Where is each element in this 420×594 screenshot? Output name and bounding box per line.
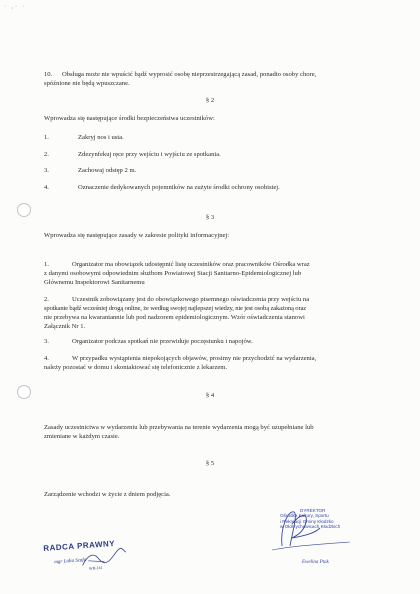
s2-item-3-number: 3. bbox=[44, 167, 49, 174]
s3-para-1-line-3: Głównemu Inspektorowi Sanitarnemu bbox=[44, 279, 145, 286]
scan-corner-mark: · ,· · bbox=[4, 4, 27, 10]
s3-para-2-line-1: Uczestnik zobowiązany jest do obowiązkowego pisemnego oświadczenia przy wejściu na bbox=[72, 296, 310, 303]
s3-para-2-line-2: spotkanie bądź wcześniej drogą online, że według swojej najlepszej wiedzy, nie jest osobą zakażoną oraz bbox=[44, 305, 307, 312]
section-5-heading: § 5 bbox=[205, 460, 215, 467]
director-stamp-line-4: w Ołdrzychowicach Kłodzkich bbox=[280, 524, 341, 530]
s3-para-4-line-1: W przypadku wystąpienia niepokojących objawów, prosimy nie przychodzić na wydarzenia, bbox=[72, 355, 317, 362]
section-3-heading: § 3 bbox=[205, 214, 215, 221]
s2-item-1-number: 1. bbox=[44, 134, 49, 141]
section-3-intro: Wprowadza się następujące zasady w zakresie polityki informacyjnej: bbox=[44, 232, 230, 239]
section-2-intro: Wprowadza się następujące środki bezpieczeństwa uczestników: bbox=[44, 115, 215, 122]
legal-counsel-stamp bbox=[43, 538, 129, 576]
punch-hole-top bbox=[17, 203, 31, 217]
director-stamp-line-2: Ośrodka Kultury, Sportu bbox=[280, 513, 329, 519]
s4-line-2: zmieniane w każdym czasie. bbox=[44, 433, 120, 440]
s3-para-3-text: Organizator podczas spotkań nie przewiduje poczęstunku i napojów. bbox=[72, 338, 253, 345]
section-4-heading: § 4 bbox=[205, 392, 215, 399]
s3-para-4-number: 4. bbox=[44, 355, 49, 362]
s2-item-1-text: Zakryj nos i usta. bbox=[78, 134, 124, 141]
director-stamp-line-1: DYREKTOR bbox=[300, 508, 326, 513]
section-2-heading: § 2 bbox=[205, 97, 215, 104]
director-stamp bbox=[262, 506, 358, 568]
director-stamp-text bbox=[280, 508, 340, 530]
punch-hole-bottom bbox=[17, 385, 31, 399]
s3-para-1-line-1: Organizator ma obowiązek udostępnić listę uczestników oraz pracowników Ośrodka wraz bbox=[72, 261, 310, 268]
s2-item-4-number: 4. bbox=[44, 184, 49, 191]
s3-para-3-number: 3. bbox=[44, 338, 49, 345]
s3-para-4-line-2: należy pozostać w domu i skontaktować się telefonicznie z lekarzem. bbox=[44, 364, 228, 371]
director-stamp-line-3: i Rekreacji Gminy Kłodzko bbox=[280, 518, 334, 524]
legal-counsel-title: RADCA PRAWNY bbox=[42, 538, 116, 553]
s2-item-4-text: Oznaczenie dedykowanych pojemników na zużyte środki ochrony osobistej. bbox=[78, 184, 280, 191]
s5-text: Zarządzenie wchodzi w życie z dniem podjęcia. bbox=[44, 491, 171, 498]
s3-para-2-line-3: nie przebywa na kwarantannie lub pod nadzorem epidemiologicznym. Wzór oświadczenia stanowi bbox=[44, 314, 305, 321]
legal-counsel-name: mgr Lidia Szafa bbox=[54, 558, 87, 566]
item-10-line-2: spóźnione nie będą wpuszczane. bbox=[44, 80, 130, 87]
s3-para-2-line-4: Załącznik Nr 1. bbox=[44, 323, 86, 330]
s3-para-1-line-2: z danymi osobowymi odpowiednim służbom Powiatowej Stacji Sanitarno-Epidemiologicznej lub bbox=[44, 270, 302, 277]
item-10-number: 10. bbox=[44, 71, 53, 78]
s2-item-3-text: Zachowaj odstęp 2 m. bbox=[78, 167, 137, 174]
s2-item-2-text: Zdezynfekuj ręce przy wejściu i wyjściu ze spotkania. bbox=[78, 151, 221, 158]
s4-line-1: Zasady uczestnictwa w wydarzeniu lub przebywania na terenie wydarzenia mogą być uzupełniane lub bbox=[44, 424, 314, 431]
s2-item-2-number: 2. bbox=[44, 151, 49, 158]
director-name: Ewelina Ptak bbox=[302, 560, 329, 565]
legal-counsel-registry: WR-141 bbox=[88, 564, 103, 571]
s3-para-1-number: 1. bbox=[44, 261, 49, 268]
s3-para-2-number: 2. bbox=[44, 296, 49, 303]
item-10-line-1: Obsługa może nie wpuścić bądź wyprosić osobę nieprzestrzegającą zasad, ponadto osoby chore, bbox=[62, 71, 317, 78]
